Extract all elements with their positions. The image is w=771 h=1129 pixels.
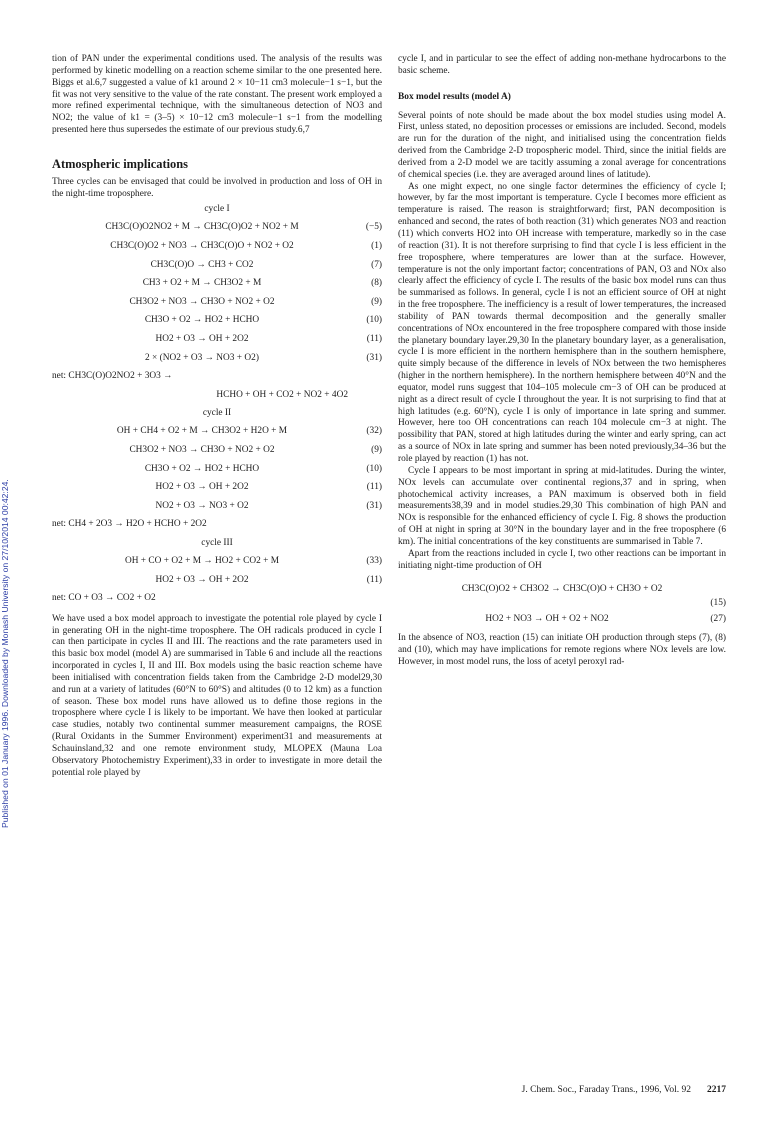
reaction-number: (32) bbox=[366, 426, 382, 437]
cycle2-label: cycle II bbox=[202, 408, 232, 419]
cycle1-label: cycle I bbox=[204, 204, 230, 215]
reaction-equation: CH3C(O)O → CH3 + CO2 bbox=[150, 259, 254, 270]
watermark-text: Published on 01 January 1996. Downloaded by Monash University on 27/10/2014 00:42:24. bbox=[0, 479, 10, 828]
cycle3-label: cycle III bbox=[201, 537, 233, 548]
reaction-number: (33) bbox=[366, 555, 382, 566]
equation-15: CH3C(O)O2 + CH3O2 → CH3C(O)O + CH3O + O2 bbox=[461, 584, 663, 595]
cycle2-net: net: CH4 + 2O3 → H2O + HCHO + 2O2 bbox=[52, 519, 207, 530]
reaction-row bbox=[52, 218, 382, 237]
reaction-row bbox=[52, 571, 382, 590]
reaction-number: (31) bbox=[366, 500, 382, 511]
paragraph-5: In the absence of NO3, reaction (15) can initiate OH production through steps (7), (8) and (10), which may have implications for remote regions where NOx levels are low. However, in most model runs, the loss of acetyl peroxyl rad- bbox=[398, 633, 726, 667]
reaction-equation: CH3O + O2 → HO2 + HCHO bbox=[144, 315, 260, 326]
intro-paragraph: tion of PAN under the experimental conditions used. The analysis of the results was performed by kinetic modelling on a reaction scheme similar to the one presented here. Biggs et al.6,7 suggested a value of k1 around 2 × 10−11 cm3 molecule−1 s−1, but the fit was not very sensitive to the value of the rate constant. The present work employed a more refined experimental technique, with the simultaneous detection of NO3 and NO2; the value of k1 = (3–5) × 10−12 cm3 molecule−1 s−1 from the modelling presented here thus supersedes the estimate of our previous study.6,7 bbox=[52, 54, 382, 136]
reaction-row bbox=[52, 330, 382, 349]
paragraph-2: As one might expect, no one single factor determines the efficiency of cycle I; however, by far the most important is temperature. Cycle I becomes more efficient as temperature is raised. The reason is straightforward; first, PAN decomposition is enhanced and second, the rates of both reaction (31) which generates NO3 and reaction (11) which converts HO2 into OH increase with temperature, markedly so in the case of reaction (31). It is not therefore surprising to find that cycle I is less efficient in the free troposphere, where temperatures are lower than at the surface. However, temperature is not the only important factor; concentrations of PAN, O3 and NOx also clearly affect the efficiency of cycle I. The results of the basic box model runs can thus be summarised as follows. In general, cycle I is not an efficient source of OH at night in the free troposphere. The inefficiency is a result of lower temperatures, the increased stability of PAN towards thermal decomposition and the generally smaller concentrations of NOx encountered in the free troposphere compared with those inside the planetary boundary layer.29,30 In the planetary boundary layer, as a generalisation, cycle I is more efficient in the northern hemisphere than in the southern hemisphere, quite simply because of the difference in levels of NOx between the two hemispheres (higher in the northern hemisphere). In the northern hemisphere between 40°N and the equator, model runs suggest that 104–105 molecule cm−3 of OH can be produced at night as a direct result of cycle I throughout the year. It is not surprising to find that at high latitudes (e.g. 60°N), cycle I is only of importance in late spring and summer. However, here too OH concentrations can reach 104 molecule cm−3 at night. The possibility that PAN, stored at high latitudes during the winter and early spring, can act as a source of NOx in late spring and summer has been noted previously,34–36 but the role played by reaction (1) has not. bbox=[398, 181, 726, 464]
cycle3-net: net: CO + O3 → CO2 + O2 bbox=[52, 593, 156, 604]
reaction-number: (11) bbox=[366, 482, 382, 493]
reaction-number: (−5) bbox=[365, 222, 382, 233]
section-heading: Atmospheric implications bbox=[52, 156, 188, 171]
reaction-number: (7) bbox=[371, 259, 382, 270]
section-intro: Three cycles can be envisaged that could be involved in production and loss of OH in the night-time troposphere. bbox=[52, 176, 382, 199]
reaction-row bbox=[52, 256, 382, 275]
reaction-equation: CH3 + O2 + M → CH3O2 + M bbox=[142, 278, 262, 289]
reaction-row bbox=[52, 274, 382, 293]
page-number: 2217 bbox=[707, 1085, 726, 1095]
closing-paragraph: We have used a box model approach to investigate the potential role played by cycle I in generating OH in the night-time troposphere. The OH radicals produced in cycle I can then participate in cycles II and III. The reactions and the rate parameters used in this basic box model (model A) are summarised in Table 6 and include all the reactions incorporated in cycles I, II and III. Box models using the basic reaction scheme have been initialised with concentration fields taken from the Cambridge 2-D model29,30 and run at a variety of latitudes (60°N to 60°S) and altitudes (0 to 12 km) as a function of season. These box model runs have allowed us to define those regions in the troposphere where cycle I is likely to be important. We have then looked at particular case studies, notably two continental summer measurement campaigns, the ROSE (Rural Oxidants in the Summer Environment) experiment31 and measurements at Schauinsland,32 and one remote environment study, MLOPEX (Mauna Loa Observatory Photochemistry Experiment),33 in order to investigate in more detail the potential role played by bbox=[52, 613, 382, 778]
reaction-number: (1) bbox=[371, 241, 382, 252]
reaction-equation: CH3C(O)O2 + NO3 → CH3C(O)O + NO2 + O2 bbox=[110, 241, 294, 252]
reaction-equation: OH + CO + O2 + M → HO2 + CO2 + M bbox=[124, 555, 280, 566]
reaction-row bbox=[52, 311, 382, 330]
reaction-number: (9) bbox=[371, 444, 382, 455]
reaction-row bbox=[52, 293, 382, 312]
equation-27-number: (27) bbox=[710, 614, 726, 625]
equation-15-number: (15) bbox=[710, 598, 726, 609]
reaction-row bbox=[52, 441, 382, 460]
reaction-equation: CH3O + O2 → HO2 + HCHO bbox=[144, 463, 260, 474]
reaction-equation: OH + CH4 + O2 + M → CH3O2 + H2O + M bbox=[116, 426, 288, 437]
equation-27-row bbox=[398, 610, 726, 629]
reaction-number: (11) bbox=[366, 334, 382, 344]
left-column bbox=[52, 54, 382, 780]
reaction-row bbox=[52, 478, 382, 497]
right-column bbox=[398, 54, 726, 669]
reaction-equation: HO2 + O3 → OH + 2O2 bbox=[155, 334, 249, 344]
cycle1-net-continued: HCHO + OH + CO2 + NO2 + 4O2 bbox=[216, 389, 348, 400]
reaction-row bbox=[52, 237, 382, 256]
page-footer bbox=[398, 1085, 726, 1095]
journal-citation: J. Chem. Soc., Faraday Trans., 1996, Vol. 92 bbox=[521, 1085, 691, 1095]
reaction-equation: 2 × (NO2 + O3 → NO3 + O2) bbox=[145, 352, 259, 363]
cycle2-reactions bbox=[52, 422, 382, 515]
reaction-row bbox=[52, 349, 382, 368]
reaction-number: (9) bbox=[371, 296, 382, 307]
subheading: Box model results (model A) bbox=[398, 91, 511, 102]
cycle1-net: net: CH3C(O)O2NO2 + 3O3 → bbox=[52, 371, 173, 382]
cycle1-reactions bbox=[52, 218, 382, 367]
reaction-equation: CH3C(O)O2NO2 + M → CH3C(O)O2 + NO2 + M bbox=[105, 222, 299, 233]
reaction-number: (8) bbox=[371, 278, 382, 289]
cycle3-reactions bbox=[52, 552, 382, 589]
equation-27: HO2 + NO3 → OH + O2 + NO2 bbox=[485, 614, 609, 625]
paragraph-1: Several points of note should be made about the box model studies using model A. First, unless stated, no deposition processes or emissions are included. Second, models are run for the duration of the night, and initialised using the concentration fields derived from the Cambridge 2-D tropospheric model. Third, since the initial fields are derived from a 2-D model we are tacitly assuming a zonal average for concentrations of chemical species (i.e. they are averaged around lines of latitude). bbox=[398, 110, 726, 180]
reaction-row bbox=[52, 552, 382, 571]
reaction-row bbox=[52, 422, 382, 441]
reaction-number: (10) bbox=[366, 463, 382, 474]
reaction-equation: HO2 + O3 → OH + 2O2 bbox=[155, 574, 249, 585]
reaction-row bbox=[52, 460, 382, 479]
reaction-equation: CH3O2 + NO3 → CH3O + NO2 + O2 bbox=[129, 444, 275, 455]
reaction-number: (10) bbox=[366, 315, 382, 326]
reaction-equation: CH3O2 + NO3 → CH3O + NO2 + O2 bbox=[129, 296, 275, 307]
reaction-number: (31) bbox=[366, 352, 382, 363]
paragraph-4: Apart from the reactions included in cycle I, two other reactions can be important in initiating night-time production of OH bbox=[398, 548, 726, 571]
reaction-number: (11) bbox=[366, 574, 382, 585]
reaction-row bbox=[52, 497, 382, 516]
top-paragraph: cycle I, and in particular to see the effect of adding non-methane hydrocarbons to the basic scheme. bbox=[398, 54, 726, 76]
paragraph-3: Cycle I appears to be most important in spring at mid-latitudes. During the winter, NOx levels can accumulate over continental regions,37 and in spring, when photochemical activity increases, a PAN maximum is observed both in field measurements38,39 and in model studies.29,30 This combination of high PAN and NOx is responsible for the enhanced efficiency of cycle I. Fig. 8 shows the production of OH at night in spring at 30°N in the boundary layer and in the free troposphere (6 km). The initial concentrations of the key constituents are summarised in Table 7. bbox=[398, 465, 726, 547]
reaction-equation: HO2 + O3 → OH + 2O2 bbox=[155, 482, 249, 493]
reaction-equation: NO2 + O3 → NO3 + O2 bbox=[155, 500, 249, 511]
